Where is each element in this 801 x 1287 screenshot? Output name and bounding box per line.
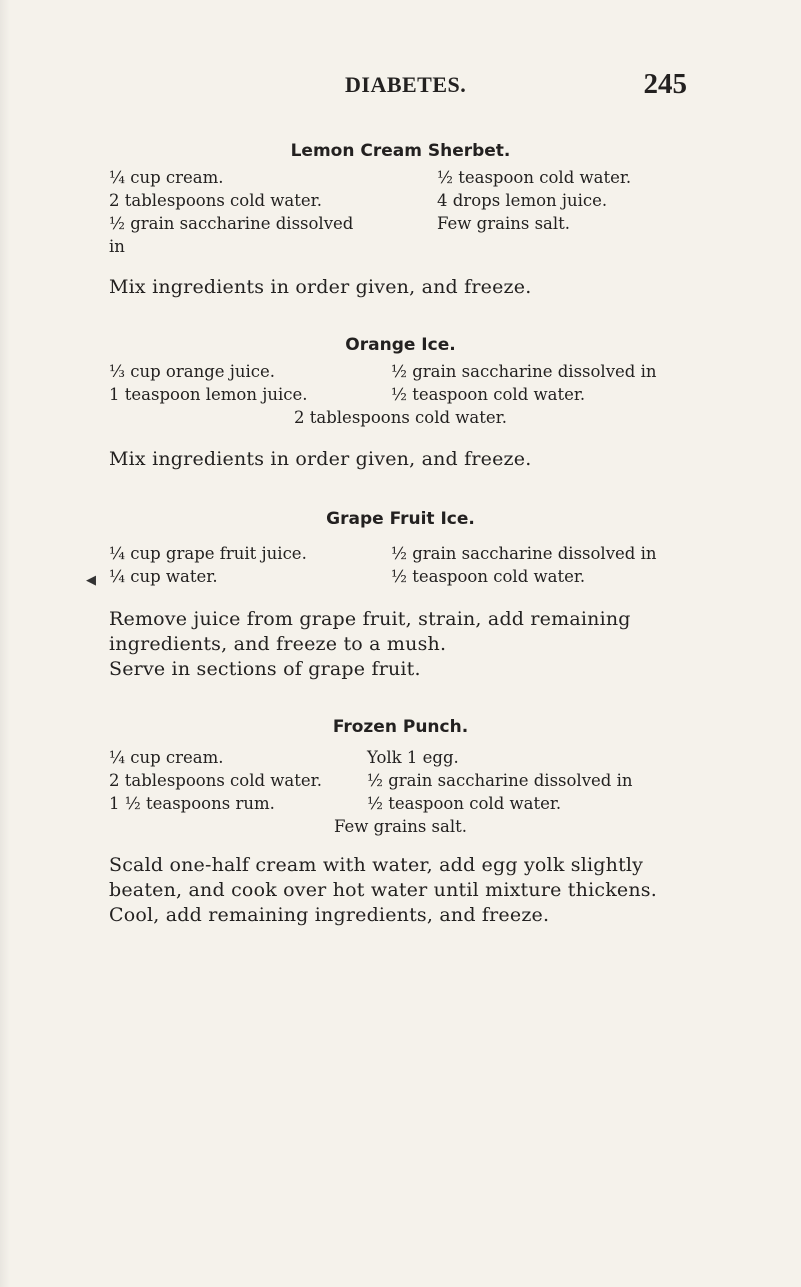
ingredient: 4 drops lemon juice. <box>437 191 608 210</box>
instruction-line: Mix ingredients in order given, and freeze. <box>109 448 532 470</box>
ingredient: 1 teaspoon lemon juice. <box>109 385 308 404</box>
instruction-line: Scald one-half cream with water, add egg yolk slightly <box>109 854 644 876</box>
ingredient: ¼ cup cream. <box>109 748 224 767</box>
ingredient: ½ teaspoon cold water. <box>391 567 586 586</box>
ingredient: ½ teaspoon cold water. <box>391 385 586 404</box>
ingredient: ½ teaspoon cold water. <box>437 168 632 187</box>
instruction-line: Cool, add remaining ingredients, and freeze. <box>109 904 550 926</box>
instruction-line: Serve in sections of grape fruit. <box>109 658 421 680</box>
ingredient: 2 tablespoons cold water. <box>294 408 507 427</box>
ingredient: ¼ cup water. <box>109 567 218 586</box>
instruction-line: Mix ingredients in order given, and freeze. <box>109 276 532 298</box>
ingredient: 2 tablespoons cold water. <box>109 771 322 790</box>
page-number: 245 <box>643 68 687 100</box>
page-header <box>345 68 687 102</box>
ingredient: Few grains salt. <box>437 214 571 233</box>
ingredient: 2 tablespoons cold water. <box>109 191 322 210</box>
recipe-title-orange-ice: Orange Ice. <box>345 335 456 355</box>
ingredient: in <box>109 237 125 256</box>
ingredient: ½ grain saccharine dissolved in <box>367 771 633 790</box>
running-title: DIABETES. <box>345 72 467 97</box>
ingredient: ½ teaspoon cold water. <box>367 794 562 813</box>
recipe-title-grape-fruit-ice: Grape Fruit Ice. <box>326 509 475 529</box>
recipe-title-lemon-cream-sherbet: Lemon Cream Sherbet. <box>290 141 511 161</box>
recipe-title-frozen-punch: Frozen Punch. <box>332 717 469 737</box>
margin-mark-icon: ◀ <box>86 573 96 588</box>
instruction-line: beaten, and cook over hot water until mixture thickens. <box>109 879 657 901</box>
ingredient: ¼ cup grape fruit juice. <box>109 544 307 563</box>
ingredient: ¼ cup cream. <box>109 168 224 187</box>
ingredient: Few grains salt. <box>333 817 468 836</box>
instruction-line: ingredients, and freeze to a mush. <box>109 633 447 655</box>
ingredient: ½ grain saccharine dissolved <box>109 214 354 233</box>
ingredient: ½ grain saccharine dissolved in <box>391 544 657 563</box>
ingredient: ⅓ cup orange juice. <box>109 362 276 381</box>
ingredient: Yolk 1 egg. <box>367 748 459 767</box>
ingredient: ½ grain saccharine dissolved in <box>391 362 657 381</box>
instruction-line: Remove juice from grape fruit, strain, add remaining <box>109 608 631 630</box>
ingredient: 1 ½ teaspoons rum. <box>109 794 275 813</box>
